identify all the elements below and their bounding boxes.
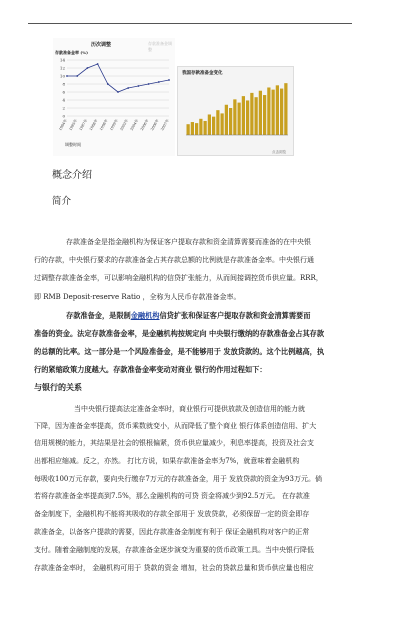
y-tick-label: 14	[59, 57, 65, 63]
bar	[187, 124, 190, 135]
bar	[284, 83, 287, 135]
para2-line2: 准备的资金。法定存款准备金率，是金融机构按规定向 中央银行缴纳的存款准备金占其存款	[34, 329, 325, 338]
y-tick-label: 10	[59, 73, 65, 79]
para1-line4: 即 RMB Deposit-reserve Ratio ，全称为人民币存款准备金率。	[34, 293, 241, 301]
para1-line1: 存款准备金是指金融机构为保证客户提取存款和资金清算需要而准备的在中央银	[66, 238, 311, 246]
para1-line3: 过调整存款准备金率，可以影响金融机构的信贷扩张能力，从而间接调控货币供应量。RRR，	[34, 274, 323, 282]
x-tick-label: 2007年	[160, 118, 170, 132]
x-tick-label: 1984年	[58, 118, 68, 132]
bar	[229, 108, 232, 135]
bar	[191, 122, 194, 135]
left-chart-title: 历次调整	[91, 42, 112, 48]
right-bar-chart	[177, 66, 294, 156]
bar	[212, 117, 215, 135]
para2-line1	[66, 311, 310, 322]
left-line-chart	[53, 38, 175, 156]
heading-concept: 概念介绍	[52, 170, 92, 181]
bar	[238, 103, 241, 135]
para2-line3: 的总额的比率。这一部分是一个风险准备金，是不能够用于 发放贷款的。这个比例越高，执	[34, 347, 325, 356]
top-rule	[28, 23, 352, 24]
bar	[195, 123, 198, 135]
left-chart-legend: 调整时间	[65, 142, 81, 147]
bar	[199, 119, 202, 135]
x-tick-label: 1998年	[98, 118, 109, 132]
x-tick-label: 1985年	[68, 118, 79, 132]
para3-line4: 出都相应缩减。反之，亦然。 打比方说，如果存款准备金率为7%，就意味着金融机构	[34, 457, 300, 465]
y-tick-label: 4	[62, 97, 65, 103]
bar	[233, 99, 236, 135]
left-chart-ylabel: 存款准备金率 (%)	[55, 50, 88, 55]
left-chart-svg	[53, 38, 175, 156]
right-chart-svg	[178, 67, 295, 157]
x-tick-label: 1988年	[88, 118, 99, 132]
bar	[225, 105, 228, 135]
bar	[272, 90, 275, 135]
bar	[280, 89, 283, 135]
para3-line9: 支付。随着金融制度的发展，存款准备金逐步演变为重要的货币政策工具。当中央银行降低	[34, 546, 314, 554]
bar	[216, 110, 219, 135]
x-tick-label: 2006年	[139, 118, 150, 132]
bar	[255, 97, 258, 135]
y-tick-label: 8	[62, 81, 65, 87]
para2-line1-a: 存款准备金，是限制	[66, 311, 131, 320]
financial-institution-link[interactable]: 金融机构	[130, 311, 160, 320]
para3-line6: 若将存款准备金率提高到7.5%，那么金融机构的可贷 资金将减少到92.5万元。 在存款准	[34, 492, 310, 500]
bar	[204, 121, 207, 135]
para3-line1: 当中央银行提高法定准备金率时，商业银行可提供放款及创造信用的能力就	[74, 405, 305, 413]
para2-line1-b: 信贷扩张和保证客户提取存款和资金清算需要而	[159, 311, 311, 320]
y-tick-label: 2	[62, 105, 65, 111]
left-chart-subtitle: 存款准备金调整	[148, 41, 172, 52]
bar	[259, 91, 262, 135]
bar	[246, 100, 249, 135]
bar	[267, 87, 270, 135]
x-tick-label: 2003年	[119, 118, 130, 132]
x-tick-label: 2006年	[149, 118, 160, 132]
y-tick-label: 0	[62, 113, 65, 119]
bar	[208, 114, 211, 135]
y-tick-label: 6	[62, 89, 65, 95]
bar	[242, 96, 245, 135]
bar	[263, 95, 266, 135]
para3-line7: 备金制度下，金融机构不能将其吸收的存款全部用于 发放贷款，必须保留一定的资金即存	[34, 510, 310, 518]
right-chart-foot: 点击浏览	[272, 150, 286, 154]
para3-line3: 信用规模的能力，其结果是社会的银根偏紧，货币供应量减少，利息率提高，投资及社会支	[34, 439, 314, 447]
para3-line8: 款准备金，以备客户提款的需要，因此存款准备金制度有利于 保证金融机构对客户的正常	[34, 528, 310, 536]
x-tick-label: 1987年	[78, 118, 89, 132]
subheading-bank-relation: 与银行的关系	[34, 382, 82, 392]
bar	[221, 113, 224, 135]
bar	[250, 93, 253, 135]
y-tick-label: 12	[59, 65, 65, 71]
x-tick-label: 2004年	[129, 118, 140, 132]
x-tick-label: 1999年	[109, 118, 119, 132]
para3-line10: 存款准备金率时， 金融机构可用于 贷款的资金 增加，社会的贷款总量和货币供应量也相应	[34, 564, 314, 572]
heading-intro: 简介	[52, 196, 72, 207]
bar	[276, 85, 279, 135]
para2-line4: 行的紧缩政策力度越大。存款准备金率变动对商业 银行的作用过程如下：	[34, 365, 267, 374]
para3-line5: 每吸收100万元存款，要向央行缴存7万元的存款准备金，用于 发放贷款的资金为93万元。倘	[34, 475, 322, 483]
para1-line2: 行的存款，中央银行要求的存款准备金占其存款总额的比例就是存款准备金率。中央银行通	[34, 256, 314, 264]
right-chart-title: 我国存款准备金变化	[182, 71, 223, 76]
para3-line2: 下降，因为准备金率提高，货币乘数就变小，从而降低了整个商业 银行体系创造信用、扩大	[34, 422, 317, 430]
